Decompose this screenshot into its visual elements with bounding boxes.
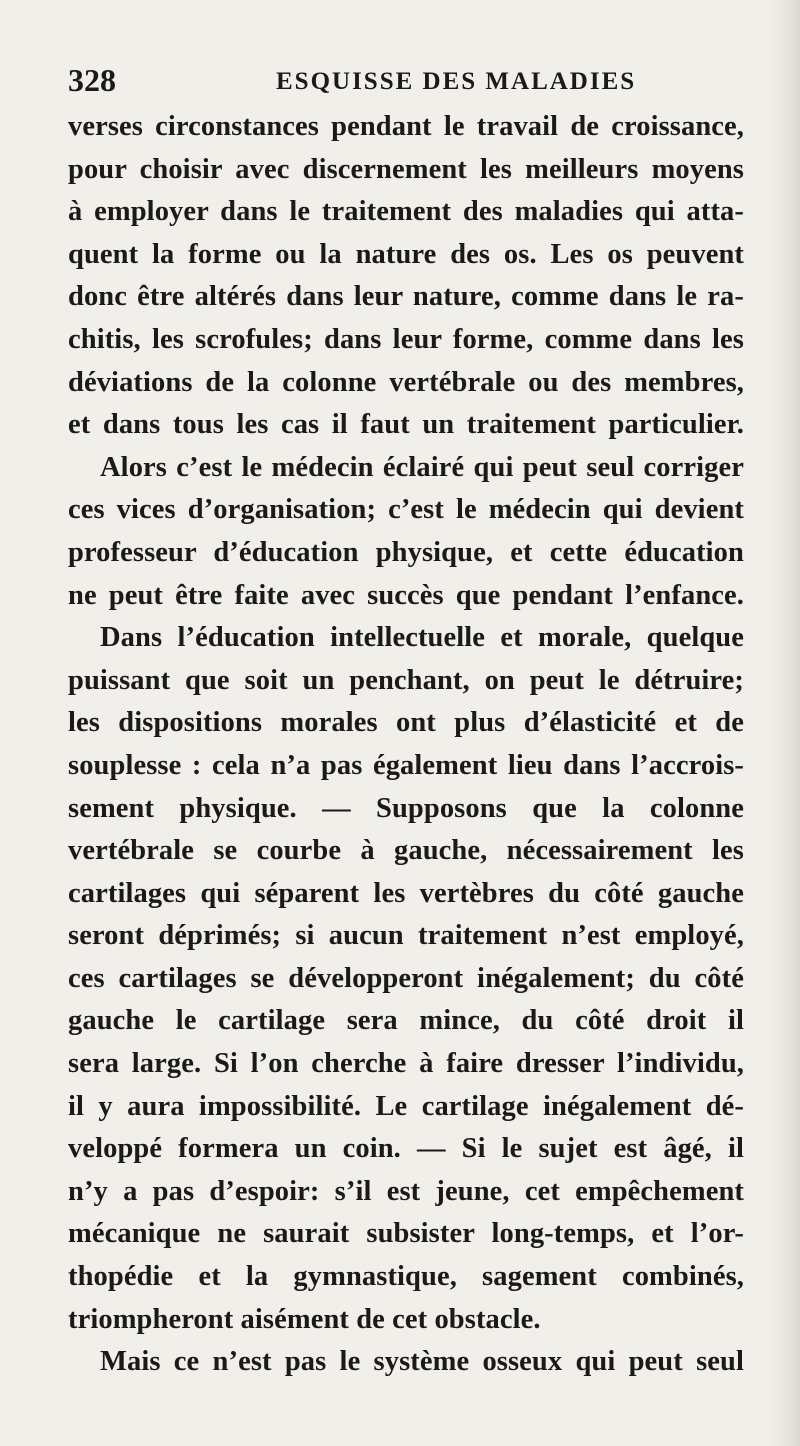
text-line: donc être altérés dans leur nature, comme dans le ra- — [68, 281, 744, 313]
text-line: veloppé formera un coin. — Si le sujet est âgé, il — [68, 1133, 744, 1165]
paragraph-start-line: Mais ce n’est pas le système osseux qui peut seul — [100, 1346, 744, 1378]
text-line: il y aura impossibilité. Le cartilage inégalement dé- — [68, 1090, 744, 1122]
page-header — [68, 62, 728, 102]
text-line: professeur d’éducation physique, et cette éducation — [68, 536, 744, 568]
page-number: 328 — [68, 62, 116, 98]
text-line: et dans tous les cas il faut un traitement particulier. — [68, 409, 744, 441]
paragraph-start-line: Dans l’éducation intellectuelle et morale, quelque — [100, 622, 744, 654]
text-line: thopédie et la gymnastique, sagement combinés, — [68, 1261, 744, 1293]
text-line: gauche le cartilage sera mince, du côté droit il — [68, 1005, 744, 1037]
text-line: souplesse : cela n’a pas également lieu dans l’accrois- — [68, 749, 744, 781]
text-line: ne peut être faite avec succès que pendant l’enfance. — [68, 579, 744, 611]
text-line: sement physique. — Supposons que la colonne — [68, 792, 744, 824]
text-line: mécanique ne saurait subsister long-temps, et l’or- — [68, 1218, 744, 1250]
text-line: puissant que soit un penchant, on peut le détruire; — [68, 664, 744, 696]
text-line: ces vices d’organisation; c’est le médecin qui devient — [68, 494, 744, 526]
text-line: n’y a pas d’espoir: s’il est jeune, cet empêchement — [68, 1175, 744, 1207]
text-line: à employer dans le traitement des maladies qui atta- — [68, 196, 744, 228]
text-line: verses circonstances pendant le travail de croissance, — [68, 111, 744, 142]
text-line: ces cartilages se développeront inégalement; du côté — [68, 962, 744, 994]
text-line: sera large. Si l’on cherche à faire dresser l’individu, — [68, 1048, 744, 1080]
body-text — [68, 106, 744, 1384]
text-line: triompheront aisément de cet obstacle. — [68, 1303, 541, 1335]
text-line: seront déprimés; si aucun traitement n’est employé, — [68, 920, 744, 952]
text-line: déviations de la colonne vertébrale ou des membres, — [68, 366, 744, 398]
text-line: les dispositions morales ont plus d’élasticité et de — [68, 707, 744, 739]
text-line: cartilages qui séparent les vertèbres du côté gauche — [68, 877, 744, 909]
text-line: vertébrale se courbe à gauche, nécessairement les — [68, 835, 744, 867]
running-head: ESQUISSE DES MALADIES — [276, 68, 637, 95]
text-line: quent la forme ou la nature des os. Les os peuvent — [68, 238, 744, 270]
paragraph-start-line: Alors c’est le médecin éclairé qui peut seul corriger — [100, 451, 744, 483]
text-line: chitis, les scrofules; dans leur forme, comme dans les — [68, 323, 744, 355]
text-line: pour choisir avec discernement les meilleurs moyens — [68, 153, 744, 185]
